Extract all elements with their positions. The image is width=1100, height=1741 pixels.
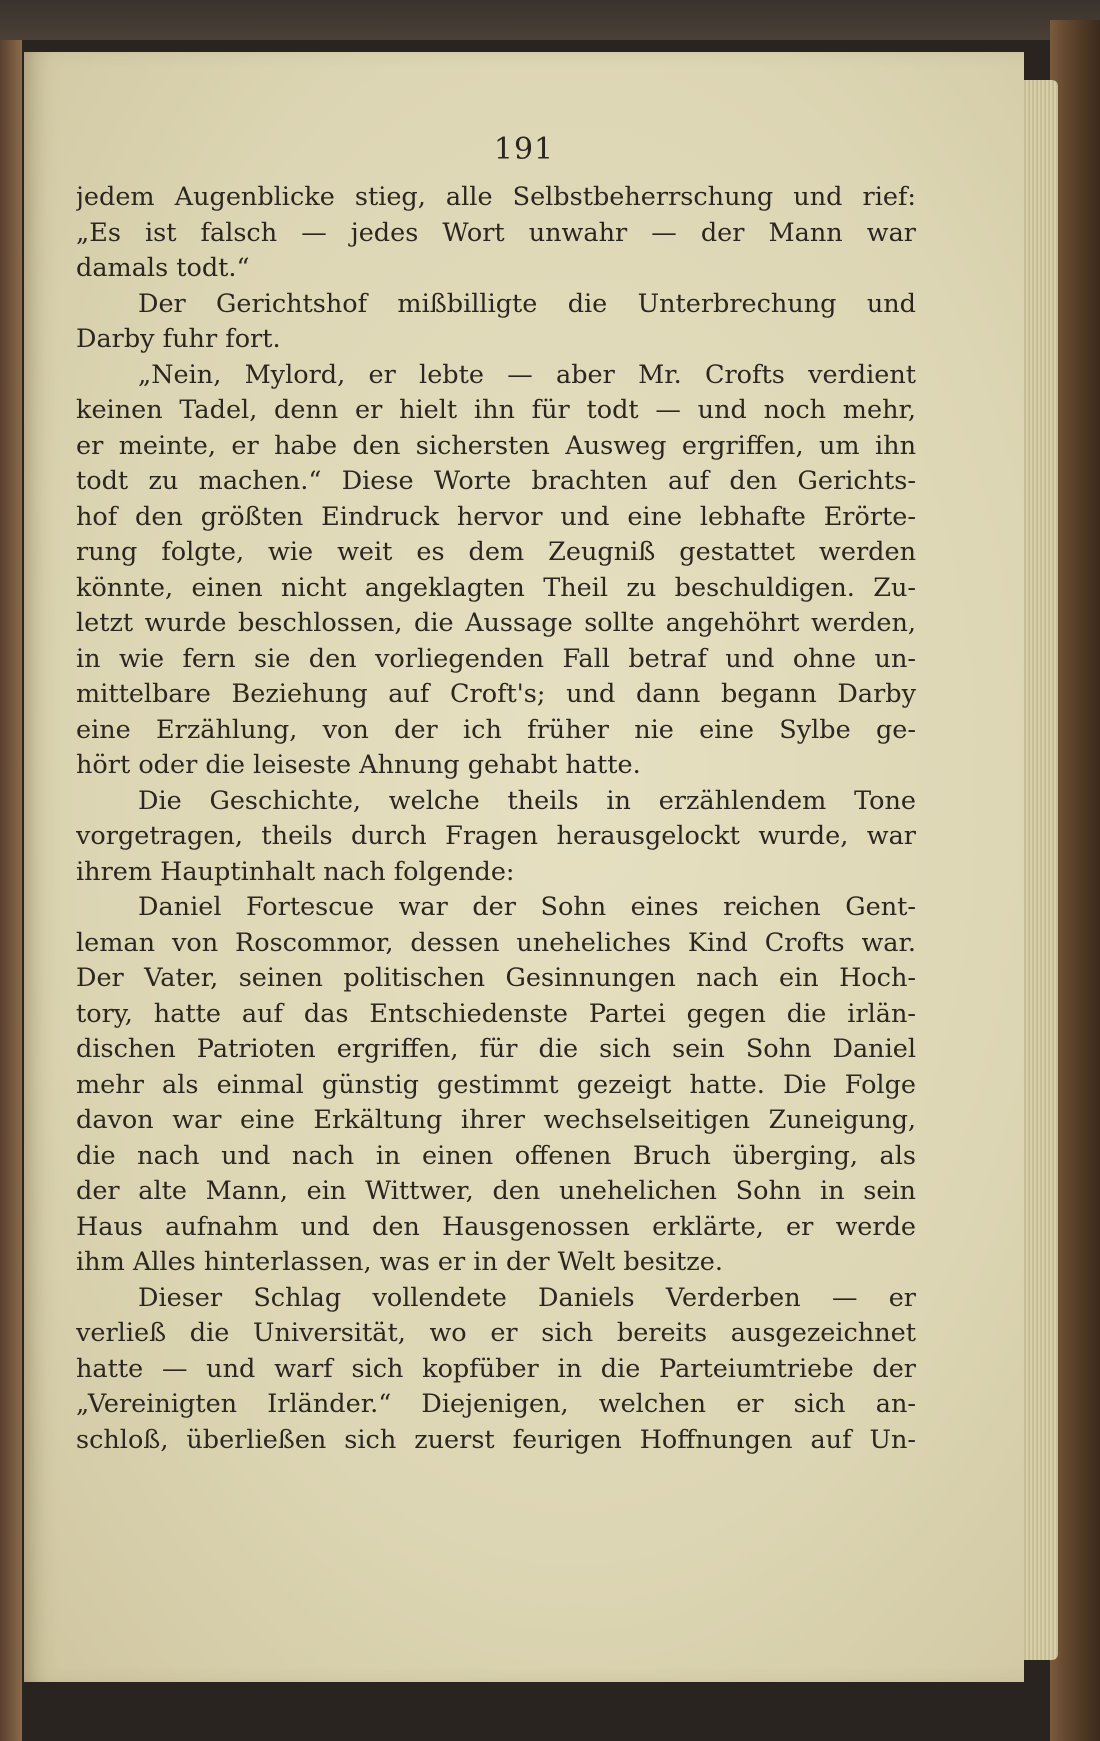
body-text xyxy=(76,180,916,1458)
text-line: schloß, überließen sich zuerst feurigen Hoffnungen auf Un- xyxy=(76,1424,916,1455)
text-line: Haus aufnahm und den Hausgenossen erklärte, er werde xyxy=(76,1211,916,1242)
text-line: „Vereinigten Irländer.“ Diejenigen, welchen er sich an- xyxy=(76,1389,916,1419)
text-line: keinen Tadel, denn er hielt ihn für todt — und noch mehr, xyxy=(76,395,916,425)
text-line: die nach und nach in einen offenen Bruch überging, als xyxy=(76,1140,916,1171)
text-line: „Nein, Mylord, er lebte — aber Mr. Crofts verdient xyxy=(138,359,916,390)
text-line: dischen Patrioten ergriffen, für die sich sein Sohn Daniel xyxy=(76,1034,916,1064)
text-line: Daniel Fortescue war der Sohn eines reichen Gent- xyxy=(138,892,916,922)
text-line: ihm Alles hinterlassen, was er in der Welt besitze. xyxy=(76,1247,723,1277)
text-line: der alte Mann, ein Wittwer, den unehelichen Sohn in sein xyxy=(76,1176,916,1206)
text-line: eine Erzählung, von der ich früher nie eine Sylbe ge- xyxy=(76,714,916,745)
text-line: jedem Augenblicke stieg, alle Selbstbeherrschung und rief: xyxy=(76,182,916,212)
text-line: vorgetragen, theils durch Fragen herausgelockt wurde, war xyxy=(76,821,916,851)
text-line: hatte — und warf sich kopfüber in die Parteiumtriebe der xyxy=(76,1353,916,1384)
text-line: davon war eine Erkältung ihrer wechselseitigen Zuneigung, xyxy=(76,1105,916,1135)
text-line: ihrem Hauptinhalt nach folgende: xyxy=(76,856,515,887)
text-line: in wie fern sie den vorliegenden Fall betraf und ohne un- xyxy=(76,643,916,674)
text-line: Der Vater, seinen politischen Gesinnungen nach ein Hoch- xyxy=(76,963,916,993)
text-line: hört oder die leiseste Ahnung gehabt hatte. xyxy=(76,750,641,780)
text-line: könnte, einen nicht angeklagten Theil zu beschuldigen. Zu- xyxy=(76,572,916,603)
page xyxy=(24,52,1024,1682)
text-line: damals todt.“ xyxy=(76,253,250,283)
text-line: Dieser Schlag vollendete Daniels Verderben — er xyxy=(138,1282,916,1313)
book-cover-left xyxy=(0,40,22,1741)
text-line: Darby fuhr fort. xyxy=(76,324,281,354)
text-line: Der Gerichtshof mißbilligte die Unterbrechung und xyxy=(138,288,916,319)
text-line: er meinte, er habe den sichersten Ausweg ergriffen, um ihn xyxy=(76,430,916,461)
text-line: mittelbare Beziehung auf Croft's; und dann begann Darby xyxy=(76,679,916,709)
text-line: Die Geschichte, welche theils in erzählendem Tone xyxy=(138,785,916,816)
text-line: tory, hatte auf das Entschiedenste Partei gegen die irlän- xyxy=(76,998,916,1029)
text-line: todt zu machen.“ Diese Worte brachten auf den Gerichts- xyxy=(76,466,916,496)
text-line: „Es ist falsch — jedes Wort unwahr — der Mann war xyxy=(76,217,916,248)
text-line: letzt wurde beschlossen, die Aussage sollte angehöhrt werden, xyxy=(76,608,916,638)
text-line: leman von Roscommor, dessen uneheliches Kind Crofts war. xyxy=(76,927,916,958)
text-line: mehr als einmal günstig gestimmt gezeigt hatte. Die Folge xyxy=(76,1069,916,1100)
text-line: verließ die Universität, wo er sich bereits ausgezeichnet xyxy=(76,1318,916,1348)
text-line: hof den größten Eindruck hervor und eine lebhafte Erörte- xyxy=(76,501,916,532)
page-number: 191 xyxy=(493,132,555,167)
scan-background-top xyxy=(0,0,1100,40)
text-line: rung folgte, wie weit es dem Zeugniß gestattet werden xyxy=(76,537,916,567)
